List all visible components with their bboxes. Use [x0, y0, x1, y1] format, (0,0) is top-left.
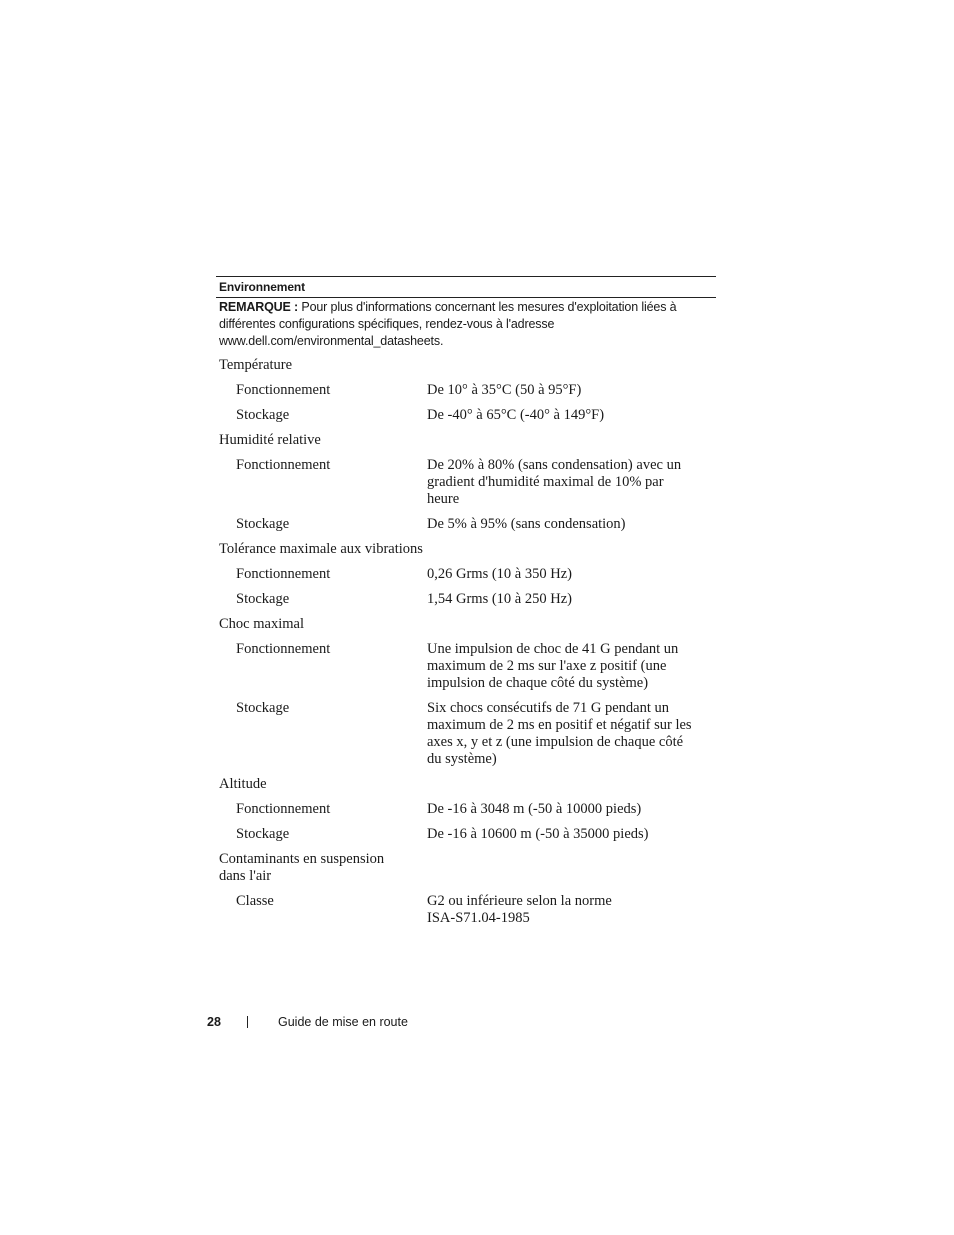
row-value: De -16 à 10600 m (-50 à 35000 pieds): [427, 826, 649, 842]
table-row: [216, 641, 716, 692]
table-row: [216, 893, 716, 927]
table-row: [216, 700, 716, 768]
row-value: De -16 à 3048 m (-50 à 10000 pieds): [427, 801, 642, 817]
section-header-vibration: Tolérance maximale aux vibrations: [219, 541, 423, 557]
row-value: De 5% à 95% (sans condensation): [427, 516, 626, 532]
row-label: Stockage: [236, 826, 290, 842]
row-label: Fonctionnement: [236, 457, 331, 473]
table-row: [216, 516, 716, 533]
row-value: De 10° à 35°C (50 à 95°F): [427, 382, 582, 398]
row-value: 0,26 Grms (10 à 350 Hz): [427, 566, 572, 582]
table-row: [216, 591, 716, 608]
row-label: Classe: [236, 893, 274, 909]
environment-spec-table: [216, 276, 716, 927]
row-value: Une impulsion de choc de 41 G pendant un maximum de 2 ms sur l'axe z positif (une impulsion de chaque côté du système): [427, 641, 679, 691]
row-label: Stockage: [236, 407, 290, 423]
table-row: [216, 801, 716, 818]
table-row: [216, 566, 716, 583]
table-row: [216, 382, 716, 399]
row-label: Fonctionnement: [236, 801, 331, 817]
row-label: Stockage: [236, 516, 290, 532]
table-row: [216, 457, 716, 508]
row-label: Fonctionnement: [236, 382, 331, 398]
row-value: De 20% à 80% (sans condensation) avec un gradient d'humidité maximal de 10% par heure: [427, 457, 682, 507]
guide-title: Guide de mise en route: [278, 1015, 408, 1029]
section-header-temperature: Température: [219, 357, 293, 373]
spec-rows: [216, 357, 716, 927]
note-text: Pour plus d'informations concernant les mesures d'exploitation liées à différentes configurations spécifiques, rendez-vous à l'adresse www.dell.com/environmental_datasheets.: [219, 300, 677, 348]
page-number: 28: [207, 1015, 221, 1029]
footer-separator: [247, 1016, 248, 1028]
table-title: Environnement: [219, 280, 306, 294]
page-footer: [207, 1015, 408, 1029]
row-label: Fonctionnement: [236, 641, 331, 657]
row-label: Fonctionnement: [236, 566, 331, 582]
section-header-altitude: Altitude: [219, 776, 267, 792]
table-row: [216, 407, 716, 424]
note-label: REMARQUE :: [219, 300, 299, 314]
row-label: Stockage: [236, 591, 290, 607]
row-value: Six chocs consécutifs de 71 G pendant un maximum de 2 ms en positif et négatif sur les axes x, y et z (une impulsion de chaque côté du système): [427, 700, 692, 767]
section-header-contaminants: Contaminants en suspension dans l'air: [219, 851, 385, 884]
row-value: 1,54 Grms (10 à 250 Hz): [427, 591, 572, 607]
row-value: De -40° à 65°C (-40° à 149°F): [427, 407, 605, 423]
section-header-shock: Choc maximal: [219, 616, 304, 632]
row-label: Stockage: [236, 700, 290, 716]
note-block: [216, 298, 689, 350]
section-header-humidity: Humidité relative: [219, 432, 321, 448]
table-row: [216, 826, 716, 843]
row-value: G2 ou inférieure selon la norme ISA-S71.04-1985: [427, 893, 612, 926]
